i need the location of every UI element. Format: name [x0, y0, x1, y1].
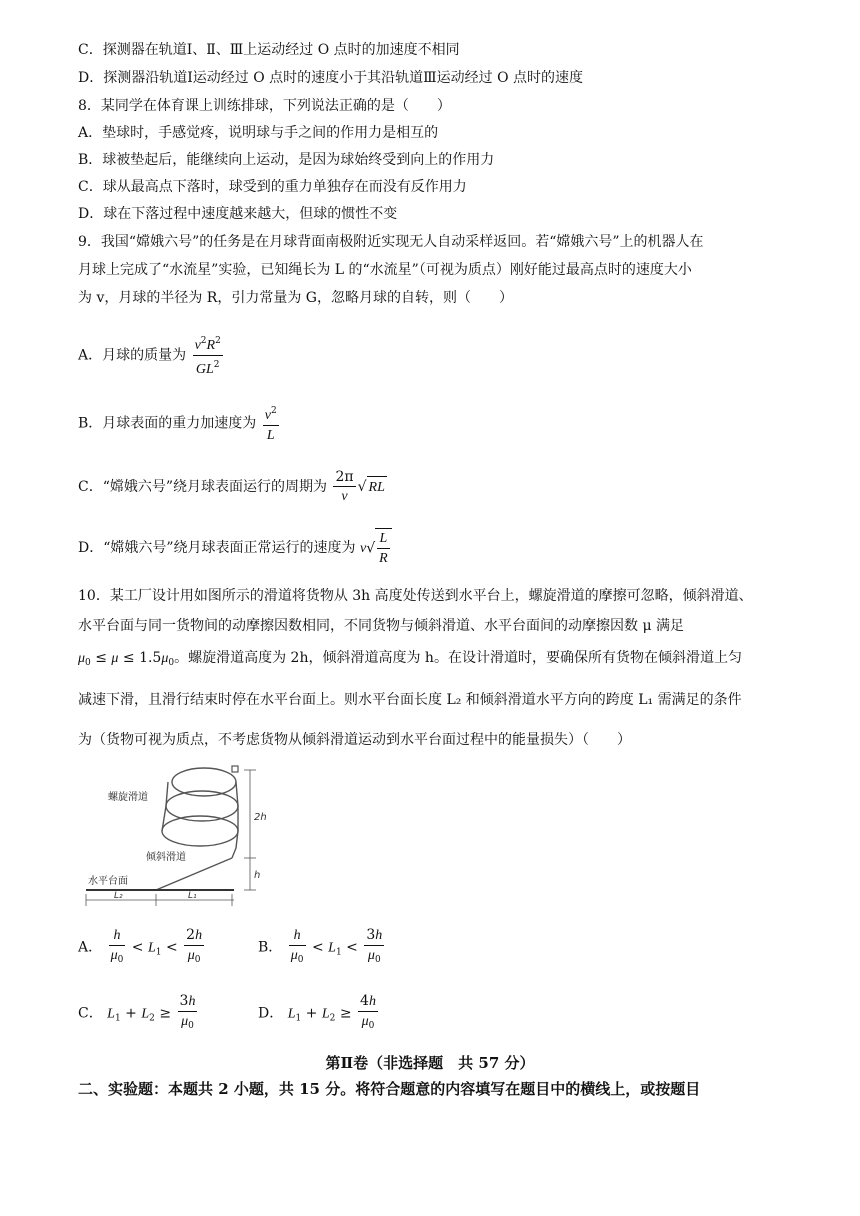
q8-option-a: A．垫球时，手感觉疼，说明球与手之间的作用力是相互的: [78, 125, 439, 141]
q8-stem: 8．某同学在体育课上训练排球，下列说法正确的是（ ）: [78, 98, 451, 114]
spiral-slide: [162, 768, 238, 858]
q9-a-formula: $\frac{v^2R^2}{GL^2}$: [193, 332, 223, 379]
q9-b-formula: $\frac{v^2}{L}$: [263, 402, 279, 445]
q10-stem-line1: 10．某工厂设计用如图所示的滑道将货物从 3h 高度处传送到水平台上，螺旋滑道的摩擦可忽略，倾斜滑道、: [78, 588, 753, 604]
q9-option-a: A．月球的质量为 $\frac{v^2R^2}{GL^2}$: [78, 332, 225, 379]
part-two-heading: 二、实验题：本题共 2 小题，共 15 分。将符合题意的内容填写在题目中的横线上，或按题目: [78, 1080, 701, 1098]
q8-option-c: C．球从最高点下落时，球受到的重力单独存在而没有反作用力: [78, 179, 467, 195]
q9-option-b: B．月球表面的重力加速度为 $\frac{v^2}{L}$: [78, 402, 281, 445]
q9-stem-line2: 月球上完成了“水流星”实验，已知绳长为 L 的“水流星”（可视为质点）刚好能过最高点时的速度大小: [78, 262, 692, 278]
label-spiral: 螺旋滑道: [108, 792, 148, 803]
q9-stem-line1: 9．我国“嫦娥六号”的任务是在月球背面南极附近实现无人自动采样返回。若“嫦娥六号”上的机器人在: [78, 234, 704, 250]
q7-option-d: D．探测器沿轨道Ⅰ运动经过 O 点时的速度小于其沿轨道Ⅲ运动经过 O 点时的速度: [78, 70, 584, 86]
q10-stem-line3: $\mu_0 \le \mu \le 1.5\mu_0$。螺旋滑道高度为 2h，倾斜滑道高度为 h。在设计滑道时，要确保所有货物在倾斜滑道上匀: [78, 650, 742, 668]
q10-option-c: C． $L_1 + L_2$ ≥ $\frac{3h}{\mu_0}$: [78, 993, 196, 1031]
q8-option-d: D．球在下落过程中速度越来越大，但球的惯性不变: [78, 206, 398, 222]
q8-option-b: B．球被垫起后，能继续向上运动，是因为球始终受到向上的作用力: [78, 152, 495, 168]
section-title: 第Ⅱ卷（非选择题 共 57 分）: [325, 1054, 535, 1072]
label-platform: 水平台面: [88, 876, 128, 887]
q10-stem-line5: 为（货物可视为质点，不考虑货物从倾斜滑道运动到水平台面过程中的能量损失）（ ）: [78, 732, 631, 748]
q9-c-formula: $\frac{2\pi}{v}$: [335, 469, 354, 504]
label-2h: 2h: [254, 812, 267, 823]
q9-stem-line3: 为 v，月球的半径为 R，引力常量为 G，忽略月球的自转，则（ ）: [78, 290, 513, 306]
label-L2: L₂: [114, 891, 123, 901]
q10-stem-line4: 减速下滑，且滑行结束时停在水平台面上。则水平台面长度 L₂ 和倾斜滑道水平方向的跨度 L₁ 需满足的条件: [78, 692, 742, 708]
q9-option-d: D．“嫦娥六号”绕月球表面正常运行的速度为 v√ $\frac{L}{R}$: [78, 528, 392, 568]
q9-option-c: C．“嫦娥六号”绕月球表面运行的周期为 $\frac{2\pi}{v}$ √ RL: [78, 469, 385, 504]
label-h: h: [254, 870, 261, 881]
label-L1: L₁: [188, 891, 197, 901]
slide-diagram: [84, 760, 270, 910]
q10-option-b: B． $\frac{h}{\mu_0}$ < $L_1$ < $\frac{3h}{\mu_0}$: [258, 927, 383, 965]
q10-stem-line2: 水平台面与同一货物间的动摩擦因数相同，不同货物与倾斜滑道、水平台面间的动摩擦因数 μ 满足: [78, 618, 684, 634]
start-box: [232, 766, 238, 772]
q10-option-a: A． $\frac{h}{\mu_0}$ < $L_1$ < $\frac{2h}{\mu_0}$: [78, 927, 203, 965]
label-incline: 倾斜滑道: [146, 852, 186, 863]
q10-option-d: D． $L_1 + L_2$ ≥ $\frac{4h}{\mu_0}$: [258, 993, 376, 1031]
q7-option-c: C．探测器在轨道Ⅰ、Ⅱ、Ⅲ上运动经过 O 点时的加速度不相同: [78, 42, 460, 58]
